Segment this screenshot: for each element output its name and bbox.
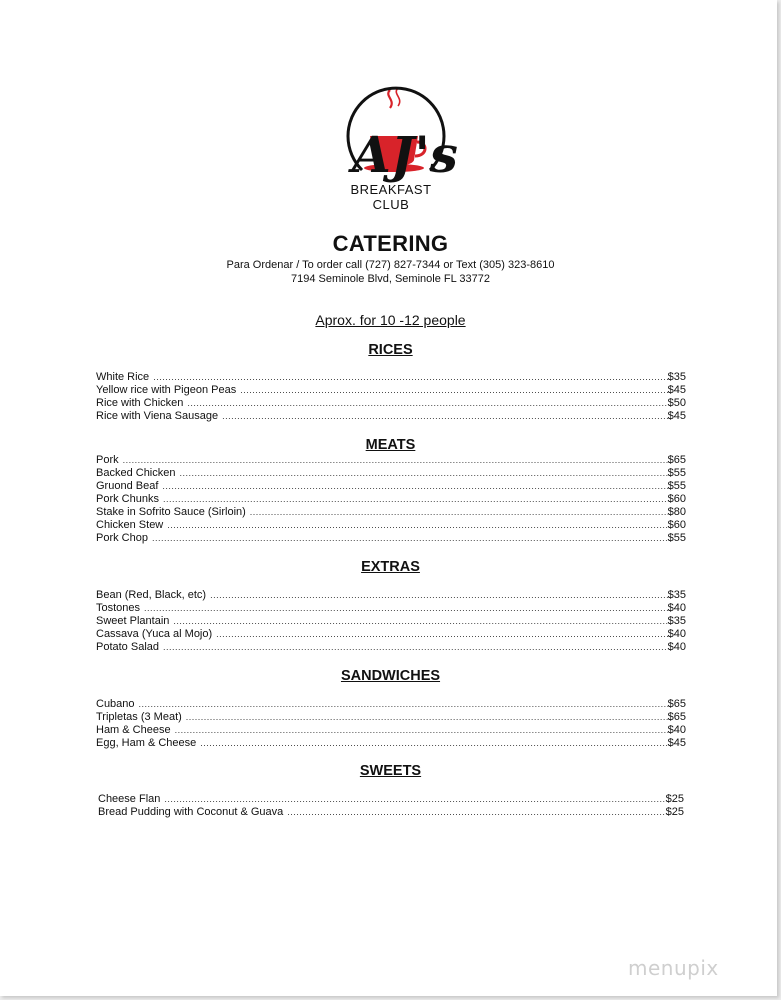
item-price: $60 [667, 493, 686, 505]
leader-dots [175, 724, 668, 737]
leader-dots [144, 602, 668, 615]
logo-graphic [318, 84, 464, 214]
leader-dots [250, 506, 668, 519]
leader-dots [123, 454, 668, 467]
leader-dots [153, 371, 667, 384]
menu-item [96, 724, 686, 737]
menu-item [96, 615, 686, 628]
section-title-sandwiches: SANDWICHES [340, 668, 441, 684]
item-price: $65 [667, 711, 686, 723]
item-price: $60 [667, 519, 686, 531]
menu-item [98, 806, 684, 819]
menu-item [96, 454, 686, 467]
item-price: $55 [667, 480, 686, 492]
item-name: Sweet Plantain [96, 615, 170, 627]
address-line: 7194 Seminole Blvd, Seminole FL 33772 [291, 273, 490, 285]
item-name: Rice with Viena Sausage [96, 410, 219, 422]
item-name: Cubano [96, 698, 135, 710]
leader-dots [167, 519, 667, 532]
menu-item [98, 793, 684, 806]
menu-item [96, 397, 686, 410]
item-name: Chicken Stew [96, 519, 164, 531]
item-price: $25 [665, 806, 684, 818]
leader-dots [216, 628, 667, 641]
menu-item [96, 602, 686, 615]
item-name: Tripletas (3 Meat) [96, 711, 182, 723]
item-name: White Rice [96, 371, 150, 383]
leader-dots [173, 615, 667, 628]
menu-item [96, 641, 686, 654]
item-name: Backed Chicken [96, 467, 176, 479]
item-name: Egg, Ham & Cheese [96, 737, 197, 749]
section-sandwiches [96, 698, 686, 750]
menu-item [96, 628, 686, 641]
menu-item [96, 480, 686, 493]
leader-dots [163, 641, 668, 654]
section-title-extras: EXTRAS [361, 559, 420, 575]
leader-dots [200, 737, 667, 750]
logo-line1: BREAKFAST [350, 182, 432, 197]
item-price: $65 [667, 454, 686, 466]
item-name: Cassava (Yuca al Mojo) [96, 628, 213, 640]
leader-dots [180, 467, 668, 480]
menu-item [96, 737, 686, 750]
item-price: $25 [665, 793, 684, 805]
logo-line2: CLUB [372, 197, 410, 212]
section-title-sweets: SWEETS [359, 763, 422, 779]
item-price: $45 [667, 410, 686, 422]
item-price: $35 [667, 589, 686, 601]
item-price: $40 [667, 628, 686, 640]
section-sweets [98, 793, 684, 819]
steam-icon-2 [396, 88, 399, 106]
watermark: menupix [628, 956, 719, 980]
menu-item [96, 410, 686, 423]
menu-item [96, 711, 686, 724]
item-price: $45 [667, 384, 686, 396]
item-price: $40 [667, 641, 686, 653]
item-name: Gruond Beaf [96, 480, 159, 492]
leader-dots [162, 480, 667, 493]
item-name: Potato Salad [96, 641, 159, 653]
menu-item [96, 589, 686, 602]
leader-dots [240, 384, 667, 397]
menu-item [96, 519, 686, 532]
menu-item [96, 493, 686, 506]
menu-item [96, 698, 686, 711]
section-title-rices: RICES [368, 342, 413, 358]
section-rices [96, 371, 686, 423]
item-name: Pork [96, 454, 119, 466]
item-price: $80 [667, 506, 686, 518]
contact-line: Para Ordenar / To order call (727) 827-7344 or Text (305) 323-8610 [226, 259, 555, 271]
leader-dots [164, 793, 665, 806]
leader-dots [163, 493, 668, 506]
item-name: Cheese Flan [98, 793, 161, 805]
leader-dots [210, 589, 668, 602]
item-name: Stake in Sofrito Sauce (Sirloin) [96, 506, 246, 518]
item-price: $55 [667, 467, 686, 479]
item-price: $35 [667, 371, 686, 383]
item-name: Bread Pudding with Coconut & Guava [98, 806, 284, 818]
item-name: Ham & Cheese [96, 724, 171, 736]
item-price: $45 [667, 737, 686, 749]
restaurant-logo [318, 84, 464, 214]
section-title-meats: MEATS [365, 437, 416, 453]
item-name: Tostones [96, 602, 141, 614]
leader-dots [139, 698, 668, 711]
item-name: Pork Chunks [96, 493, 159, 505]
leader-dots [152, 532, 668, 545]
leader-dots [287, 806, 665, 819]
menu-item [96, 467, 686, 480]
serving-size: Aprox. for 10 -12 people [315, 312, 466, 328]
page-title: CATERING [332, 231, 449, 256]
leader-dots [222, 410, 668, 423]
item-name: Yellow rice with Pigeon Peas [96, 384, 237, 396]
logo-monogram: AJ's [352, 125, 458, 184]
menu-item [96, 532, 686, 545]
item-price: $40 [667, 724, 686, 736]
menu-item [96, 506, 686, 519]
item-price: $40 [667, 602, 686, 614]
menu-item [96, 371, 686, 384]
section-extras [96, 589, 686, 654]
leader-dots [187, 397, 667, 410]
item-price: $65 [667, 698, 686, 710]
section-meats [96, 454, 686, 545]
item-name: Rice with Chicken [96, 397, 184, 409]
menu-item [96, 384, 686, 397]
item-price: $35 [667, 615, 686, 627]
item-name: Pork Chop [96, 532, 148, 544]
leader-dots [186, 711, 668, 724]
steam-icon [388, 90, 391, 108]
item-price: $50 [667, 397, 686, 409]
item-price: $55 [667, 532, 686, 544]
item-name: Bean (Red, Black, etc) [96, 589, 207, 601]
